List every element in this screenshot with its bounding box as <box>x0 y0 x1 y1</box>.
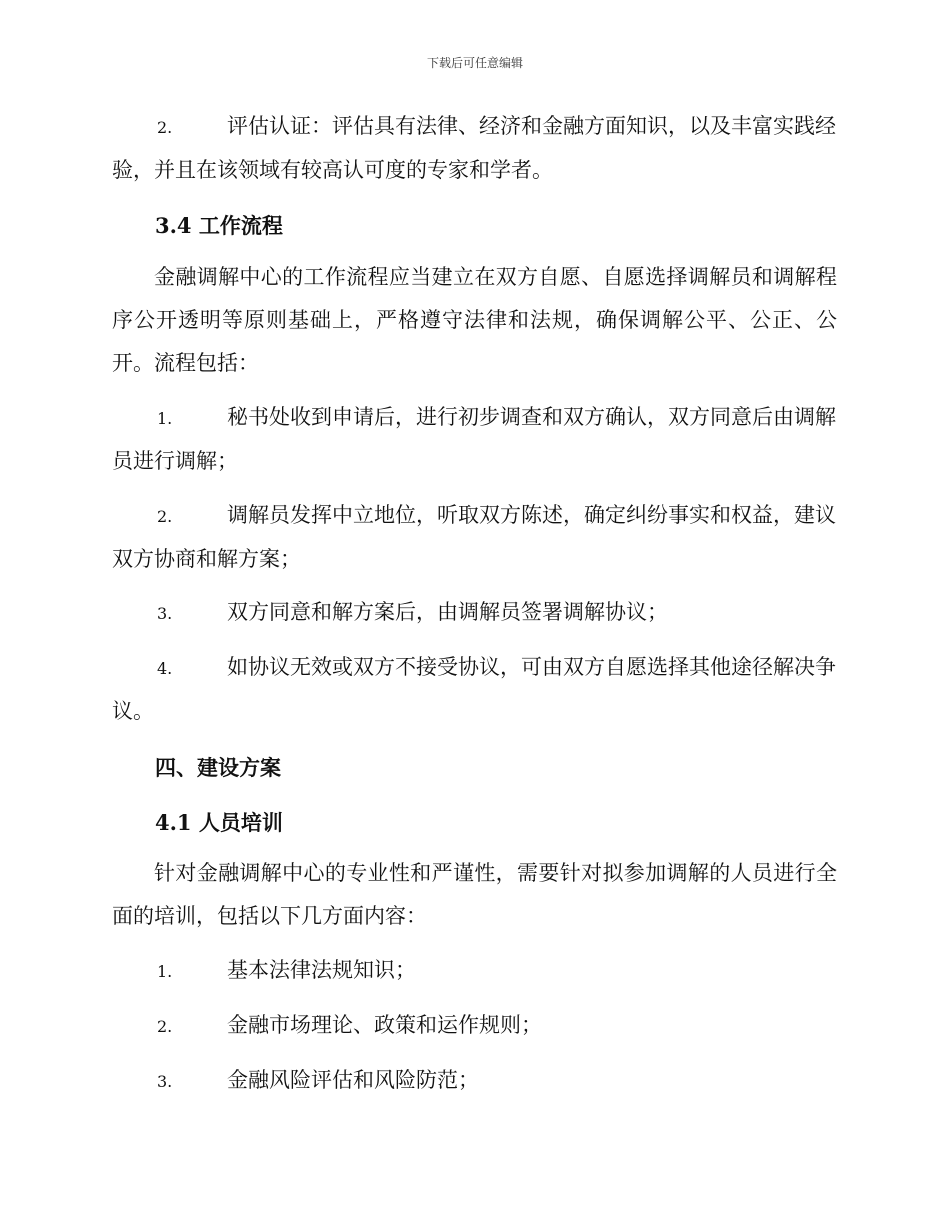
list-item-train-1 <box>112 949 837 993</box>
list-item-flow-2 <box>112 494 837 581</box>
list-text: 如协议无效或双方不接受协议，可由双方自愿选择其他途径解决争议。 <box>112 655 836 723</box>
list-text: 基本法律法规知识； <box>227 958 416 982</box>
list-text: 金融市场理论、政策和运作规则； <box>227 1013 542 1037</box>
list-number: 4. <box>157 659 173 678</box>
list-text: 金融风险评估和风险防范； <box>227 1068 479 1092</box>
list-number: 2. <box>157 1017 173 1036</box>
paragraph-workflow: 金融调解中心的工作流程应当建立在双方自愿、自愿选择调解员和调解程序公开透明等原则基础上，严格遵守法律和法规，确保调解公平、公正、公开。流程包括： <box>112 265 837 375</box>
list-item-flow-3 <box>112 591 837 635</box>
list-number: 2. <box>157 118 173 137</box>
section-heading-3-4: 3.4 工作流程 <box>155 213 283 238</box>
list-number: 2. <box>157 507 173 526</box>
list-text: 双方同意和解方案后，由调解员签署调解协议； <box>227 600 668 624</box>
list-text: 调解员发挥中立地位，听取双方陈述，确定纠纷事实和权益，建议双方协商和解方案； <box>112 503 836 571</box>
list-item-train-2 <box>112 1004 837 1048</box>
list-item-flow-1 <box>112 396 837 483</box>
list-item-flow-4 <box>112 646 837 733</box>
list-item-train-3 <box>112 1059 837 1103</box>
list-number: 1. <box>157 962 173 981</box>
page-header: 下载后可任意编辑 <box>426 56 523 70</box>
list-number: 3. <box>157 604 173 623</box>
list-text: 秘书处收到申请后，进行初步调查和双方确认，双方同意后由调解员进行调解； <box>112 405 836 473</box>
list-text: 评估认证：评估具有法律、经济和金融方面知识，以及丰富实践经验，并且在该领域有较高认可度的专家和学者。 <box>112 114 836 182</box>
paragraph-training: 针对金融调解中心的专业性和严谨性，需要针对拟参加调解的人员进行全面的培训，包括以下几方面内容： <box>112 861 837 928</box>
list-number: 1. <box>157 409 173 428</box>
section-heading-4-1: 4.1 人员培训 <box>155 810 283 835</box>
section-heading-4: 四、建设方案 <box>155 755 281 780</box>
list-item-evaluation <box>112 105 837 192</box>
list-number: 3. <box>157 1072 173 1091</box>
